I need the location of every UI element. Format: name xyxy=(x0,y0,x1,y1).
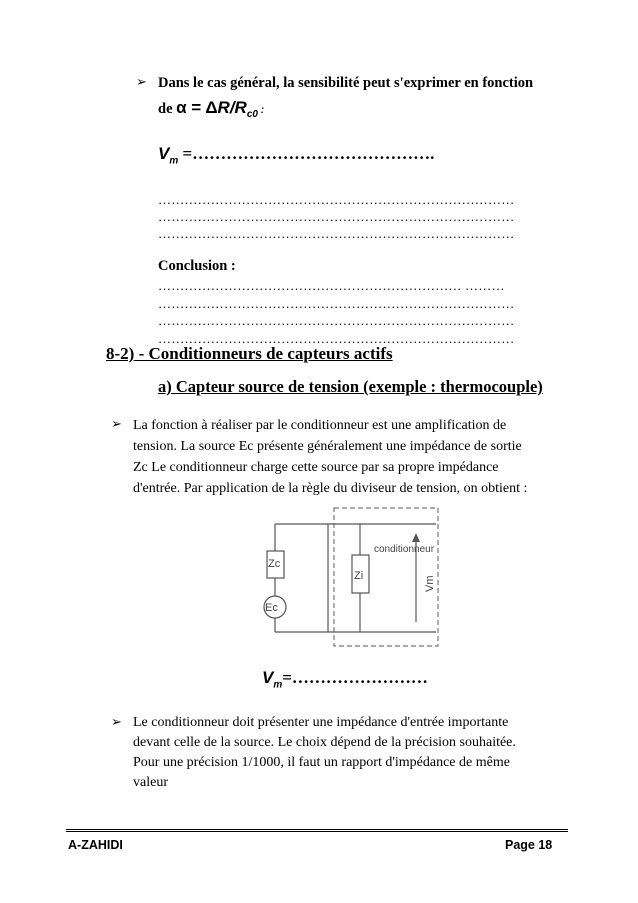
footer-divider xyxy=(66,829,568,832)
conclusion-dotted-line-2: ……………………………………………………………………… xyxy=(158,296,515,311)
intro-line-2 xyxy=(158,98,264,120)
zc-label: Zc xyxy=(268,558,281,570)
paragraph-1 xyxy=(133,415,527,499)
bullet-arrow-icon: ➢ xyxy=(111,417,122,432)
paragraph-1-line: d'entrée. Par application de la règle du diviseur de tension, on obtient : xyxy=(133,481,528,496)
conclusion-dotted-line-3: ……………………………………………………………………… xyxy=(158,313,515,328)
alpha-expression: α = Δ xyxy=(176,98,218,117)
conclusion-label: Conclusion : xyxy=(158,258,236,274)
bullet-arrow-icon: ➢ xyxy=(111,715,122,730)
conditionneur-box xyxy=(334,508,438,646)
conclusion-dotted-line-4: ……………………………………………………………………… xyxy=(158,331,515,346)
vm-equation-1 xyxy=(158,144,434,166)
vm-arrow-icon xyxy=(412,533,420,542)
vm-2-symbol: V xyxy=(262,668,274,687)
voltage-divider-circuit xyxy=(250,500,450,650)
conditionneur-label: conditionneur xyxy=(374,544,435,555)
dotted-line-1: ……………………………………………………………………… xyxy=(158,192,515,207)
ec-label: Ec xyxy=(265,602,278,614)
paragraph-1-line: Zc Le conditionneur charge cette source par sa propre impédance xyxy=(133,460,499,475)
intro-line-1: Dans le cas général, la sensibilité peut s'exprimer en fonction xyxy=(158,75,534,91)
vm-1-symbol: V xyxy=(158,144,170,163)
bullet-arrow-icon: ➢ xyxy=(136,75,147,90)
paragraph-1-line: La fonction à réaliser par le conditionneur est une amplification de xyxy=(133,418,507,433)
dotted-line-2: ……………………………………………………………………… xyxy=(158,209,515,224)
dotted-line-3: ……………………………………………………………………… xyxy=(158,226,515,241)
section-number: 8-2) xyxy=(106,344,135,363)
vm-equation-2 xyxy=(262,668,428,690)
intro-colon: : xyxy=(257,105,265,116)
paragraph-1-line: tension. La source Ec présente généralement une impédance de sortie xyxy=(133,439,522,454)
vm-1-rest: =……………………………………. xyxy=(178,144,435,163)
vm-1-subscript: m xyxy=(169,155,179,167)
vm-2-subscript: m xyxy=(273,679,283,691)
vm-2-rest: =…………………… xyxy=(282,668,428,687)
footer-page-number: Page 18 xyxy=(505,838,553,852)
section-title: - Conditionneurs de capteurs actifs xyxy=(134,344,393,363)
r-ratio: R/R xyxy=(217,98,247,117)
r-subscript: c0 xyxy=(246,108,258,120)
paragraph-2-line: valeur xyxy=(133,775,168,790)
zi-label: Zi xyxy=(354,570,364,582)
vm-label: Vm xyxy=(424,575,436,592)
section-heading xyxy=(106,344,393,364)
footer-author: A-ZAHIDI xyxy=(68,838,123,852)
paragraph-2-line: Le conditionneur doit présenter une impédance d'entrée importante xyxy=(133,715,509,730)
paragraph-2 xyxy=(133,713,516,793)
paragraph-2-line: Pour une précision 1/1000, il faut un rapport d'impédance de même xyxy=(133,755,510,770)
subsection-heading: a) Capteur source de tension (exemple : thermocouple) xyxy=(158,377,543,396)
paragraph-2-line: devant celle de la source. Le choix dépend de la précision souhaitée. xyxy=(133,735,516,750)
intro-line-2-prefix: de xyxy=(158,101,173,117)
conclusion-dotted-line-1: …………………………………………………………… ……… xyxy=(158,278,505,293)
